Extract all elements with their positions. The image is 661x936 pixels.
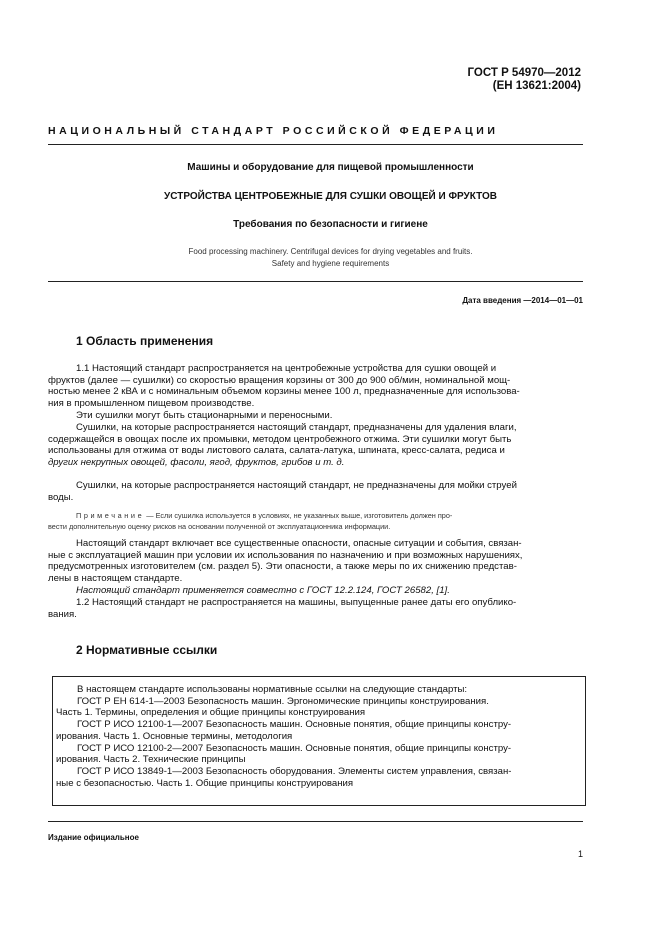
text-line: ГОСТ Р ЕН 614-1—2003 Безопасность машин. Эргономические принципы конструирования.	[77, 695, 489, 707]
text-line: Настоящий стандарт включает все существенные опасности, опасные ситуации и события, связан-	[76, 538, 522, 549]
main-title: УСТРОЙСТВА ЦЕНТРОБЕЖНЫЕ ДЛЯ СУШКИ ОВОЩЕЙ И ФРУКТОВ	[164, 191, 497, 202]
text-line: Сушилки, на которые распространяется настоящий стандарт, не предназначены для мойки струей	[76, 480, 517, 491]
section-1-paragraph-1	[48, 363, 583, 410]
footer-divider	[48, 821, 583, 822]
text-line: В настоящем стандарте использованы нормативные ссылки на следующие стандарты:	[77, 684, 468, 695]
page-number: 1	[577, 849, 583, 859]
official-edition-label: Издание официальное	[48, 833, 139, 842]
group-title: Машины и оборудование для пищевой промышленности	[187, 162, 474, 173]
gost-number: ГОСТ Р 54970—2012	[467, 67, 581, 79]
sub-title: Требования по безопасности и гигиене	[233, 219, 428, 230]
english-title-line1: Food processing machinery. Centrifugal devices for drying vegetables and fruits.	[188, 247, 473, 256]
english-title	[48, 246, 613, 270]
title-divider	[48, 281, 583, 282]
text-line: лены в настоящем стандарте.	[48, 573, 183, 585]
text-line: фруктов (далее — сушилки) со скоростью вращения корзины от 300 до 900 об/мин, номинальной мощ-	[48, 374, 511, 386]
text-line: ГОСТ Р ИСО 12100-2—2007 Безопасность машин. Основные понятия, общие принципы констру-	[77, 742, 512, 754]
text-line: ГОСТ Р ИСО 13849-1—2003 Безопасность оборудования. Элементы систем управления, связан-	[77, 765, 512, 777]
national-standard-banner: НАЦИОНАЛЬНЫЙ СТАНДАРТ РОССИЙСКОЙ ФЕДЕРАЦИИ	[48, 125, 499, 137]
text-line: Эти сушилки могут быть стационарными и переносными.	[76, 410, 333, 421]
text-line: ирования. Часть 2. Технические принципы	[56, 754, 246, 766]
normative-references-text	[56, 684, 577, 789]
note-line-2: вести дополнительную оценку рисков на основании полученной от эксплуатационника информации.	[48, 522, 391, 531]
text-line: Часть 1. Термины, определения и общие принципы конструирования	[56, 707, 366, 719]
text-line: ностью менее 2 кВА и с номинальным объемом корзины менее 100 л, предназначенные для использова-	[48, 386, 520, 398]
section-2-heading: 2 Нормативные ссылки	[76, 643, 218, 657]
text-line: ния в промышленном пищевом производстве.	[48, 398, 255, 410]
section-1-paragraph-6	[48, 585, 583, 597]
text-line: воды.	[48, 491, 74, 503]
section-1-paragraph-5	[48, 538, 583, 585]
section-1-paragraph-3	[48, 422, 583, 469]
text-line: использованы для отжима от воды листового салата, салата-латука, шпината, кресс-салата, редиса и	[48, 445, 505, 457]
section-1-paragraph-2	[48, 410, 583, 422]
note-label: Примечание	[76, 511, 145, 520]
text-line: других некрупных овощей, фасоли, ягод, фруктов, грибов и т. д.	[48, 457, 345, 469]
text-line: ГОСТ Р ИСО 12100-1—2007 Безопасность машин. Основные понятия, общие принципы констру-	[77, 719, 512, 731]
text-line: 1.2 Настоящий стандарт не распространяется на машины, выпущенные ранее даты его опублико-	[76, 597, 517, 608]
top-divider	[48, 144, 583, 145]
text-line: ные с эксплуатацией машин при условии их использования по назначению и при возможных нарушениях,	[48, 549, 523, 561]
note-block	[48, 510, 583, 532]
text-line: Настоящий стандарт применяется совместно с ГОСТ 12.2.124, ГОСТ 26582, [1].	[76, 585, 450, 596]
text-line: содержащейся в овощах после их промывки, методом центробежного отжима. Эти сушилки могут быть	[48, 433, 512, 445]
text-line: ирования. Часть 1. Основные термины, методология	[56, 730, 293, 742]
text-line: вания.	[48, 608, 77, 620]
en-number: (ЕН 13621:2004)	[492, 80, 581, 92]
section-1-heading: 1 Область применения	[76, 334, 214, 348]
text-line: предусмотренных изготовителем (см. раздел 5). Эти опасности, а также меры по их снижению представ-	[48, 561, 517, 573]
introduction-date: Дата введения —2014—01—01	[462, 296, 583, 305]
standard-number	[468, 67, 581, 93]
note-text: — Если сушилка используется в условиях, не указанных выше, изготовитель должен про-	[146, 511, 453, 520]
note-line-1	[48, 510, 583, 521]
section-1-paragraph-7	[48, 597, 583, 620]
text-line: 1.1 Настоящий стандарт распространяется на центробежные устройства для сушки овощей и	[76, 363, 497, 374]
section-1-paragraph-4	[48, 480, 583, 503]
text-line: ные с безопасностью. Часть 1. Общие принципы конструирования	[56, 777, 354, 789]
text-line: Сушилки, на которые распространяется настоящий стандарт, предназначены для удаления влаги,	[76, 422, 517, 433]
english-title-line2: Safety and hygiene requirements	[271, 259, 390, 268]
